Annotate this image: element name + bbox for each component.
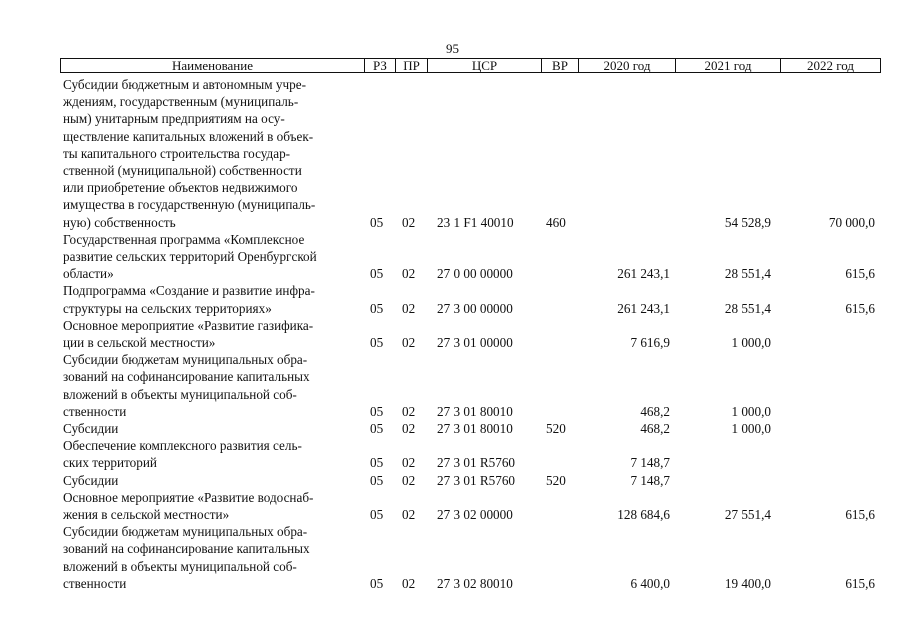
cell-pr: 02: [402, 575, 416, 591]
row-name-line: Основное мероприятие «Развитие водоснаб-: [63, 489, 314, 505]
header-2022: 2022 год: [780, 58, 881, 73]
row-name: [63, 76, 363, 231]
row-name-line: ственности: [63, 575, 127, 591]
cell-rz: 05: [370, 403, 384, 419]
row-name: [63, 420, 363, 437]
header-vr: ВР: [541, 58, 579, 73]
row-name-line: ты капитального строительства государ-: [63, 145, 291, 161]
table-body: [0, 76, 905, 592]
cell-pr: 02: [402, 420, 416, 436]
cell-2021: 27 551,4: [724, 506, 771, 522]
row-name-line: Субсидии: [63, 472, 119, 488]
cell-csr: 27 0 00 00000: [437, 266, 513, 282]
cell-2021: 54 528,9: [724, 214, 771, 230]
cell-2021: 28 551,4: [724, 300, 771, 316]
table-row: [0, 437, 905, 471]
cell-2020: 7 148,7: [630, 455, 670, 471]
cell-csr: 27 3 01 R5760: [437, 472, 516, 488]
row-name-line: области»: [63, 266, 114, 282]
cell-2022: 615,6: [845, 266, 875, 282]
cell-2021: 1 000,0: [731, 334, 771, 350]
cell-csr: 27 3 02 00000: [437, 506, 513, 522]
row-name-line: ственной (муниципальной) собственности: [63, 163, 302, 179]
cell-csr: 27 3 01 80010: [437, 420, 513, 436]
cell-csr: 27 3 01 00000: [437, 334, 513, 350]
cell-rz: 05: [370, 455, 384, 471]
cell-pr: 02: [402, 266, 416, 282]
cell-vr: 460: [546, 214, 566, 230]
header-2021: 2021 год: [675, 58, 781, 73]
row-name-line: Основное мероприятие «Развитие газифика-: [63, 317, 314, 333]
cell-2020: 261 243,1: [617, 300, 670, 316]
cell-pr: 02: [402, 403, 416, 419]
row-name: [63, 489, 363, 523]
row-name-line: Обеспечение комплексного развития сель-: [63, 438, 302, 454]
table-row: [0, 351, 905, 420]
row-name-line: ществление капитальных вложений в объек-: [63, 128, 314, 144]
cell-2020: 6 400,0: [630, 575, 670, 591]
cell-2022: 615,6: [845, 575, 875, 591]
row-name-line: структуры на сельских территориях»: [63, 300, 272, 316]
row-name-line: жения в сельской местности»: [63, 506, 230, 522]
row-name: [63, 282, 363, 316]
row-name: [63, 472, 363, 489]
cell-2022: 70 000,0: [828, 214, 875, 230]
table-row: [0, 231, 905, 283]
row-name-line: ным) унитарным предприятиям на осу-: [63, 111, 285, 127]
row-name-line: Подпрограмма «Создание и развитие инфра-: [63, 283, 315, 299]
cell-2020: 7 616,9: [630, 334, 670, 350]
cell-vr: 520: [546, 472, 566, 488]
cell-csr: 27 3 01 R5760: [437, 455, 516, 471]
header-name: Наименование: [60, 58, 365, 73]
cell-rz: 05: [370, 300, 384, 316]
row-name-line: ную) собственность: [63, 214, 176, 230]
page-number: 95: [446, 41, 459, 56]
table-row: [0, 489, 905, 523]
row-name: [63, 317, 363, 351]
row-name-line: имущества в государственную (муниципаль-: [63, 197, 316, 213]
row-name-line: или приобретение объектов недвижимого: [63, 180, 298, 196]
cell-vr: 520: [546, 420, 566, 436]
row-name-line: Субсидии бюджетам муниципальных обра-: [63, 524, 308, 540]
cell-pr: 02: [402, 300, 416, 316]
row-name: [63, 231, 363, 283]
cell-2021: 1 000,0: [731, 403, 771, 419]
row-name: [63, 437, 363, 471]
cell-2020: 128 684,6: [617, 506, 670, 522]
cell-pr: 02: [402, 472, 416, 488]
row-name-line: ции в сельской местности»: [63, 334, 216, 350]
cell-2021: 1 000,0: [731, 420, 771, 436]
table-row: [0, 472, 905, 489]
cell-pr: 02: [402, 506, 416, 522]
table-row: [0, 523, 905, 592]
cell-2020: 468,2: [640, 403, 670, 419]
header-csr: ЦСР: [427, 58, 542, 73]
row-name: [63, 351, 363, 420]
header-pr: ПР: [395, 58, 428, 73]
cell-pr: 02: [402, 334, 416, 350]
cell-pr: 02: [402, 455, 416, 471]
table-row: [0, 317, 905, 351]
cell-pr: 02: [402, 214, 416, 230]
cell-2020: 7 148,7: [630, 472, 670, 488]
cell-rz: 05: [370, 472, 384, 488]
cell-rz: 05: [370, 506, 384, 522]
row-name-line: Субсидии бюджетным и автономным учре-: [63, 77, 307, 92]
row-name-line: развитие сельских территорий Оренбургской: [63, 249, 317, 264]
cell-csr: 27 3 02 80010: [437, 575, 513, 591]
cell-rz: 05: [370, 214, 384, 230]
cell-csr: 23 1 F1 40010: [437, 214, 514, 230]
row-name-line: Субсидии бюджетам муниципальных обра-: [63, 352, 308, 368]
table-row: [0, 76, 905, 231]
row-name-line: зований на софинансирование капитальных: [63, 369, 310, 385]
row-name-line: Государственная программа «Комплексное: [63, 231, 305, 247]
table-row: [0, 420, 905, 437]
cell-csr: 27 3 01 80010: [437, 403, 513, 419]
row-name-line: вложений в объекты муниципальной соб-: [63, 558, 297, 574]
cell-2021: 28 551,4: [724, 266, 771, 282]
row-name-line: Субсидии: [63, 420, 119, 436]
cell-2022: 615,6: [845, 300, 875, 316]
cell-2020: 261 243,1: [617, 266, 670, 282]
header-2020: 2020 год: [578, 58, 676, 73]
row-name-line: вложений в объекты муниципальной соб-: [63, 386, 297, 402]
cell-rz: 05: [370, 334, 384, 350]
row-name-line: ских территорий: [63, 455, 157, 471]
row-name: [63, 523, 363, 592]
cell-2021: 19 400,0: [724, 575, 771, 591]
row-name-line: зований на софинансирование капитальных: [63, 541, 310, 557]
cell-2022: 615,6: [845, 506, 875, 522]
row-name-line: ственности: [63, 403, 127, 419]
cell-csr: 27 3 00 00000: [437, 300, 513, 316]
cell-2020: 468,2: [640, 420, 670, 436]
cell-rz: 05: [370, 575, 384, 591]
cell-rz: 05: [370, 266, 384, 282]
row-name-line: ждениям, государственным (муниципаль-: [63, 94, 299, 110]
header-rz: РЗ: [364, 58, 396, 73]
table-row: [0, 282, 905, 316]
cell-rz: 05: [370, 420, 384, 436]
